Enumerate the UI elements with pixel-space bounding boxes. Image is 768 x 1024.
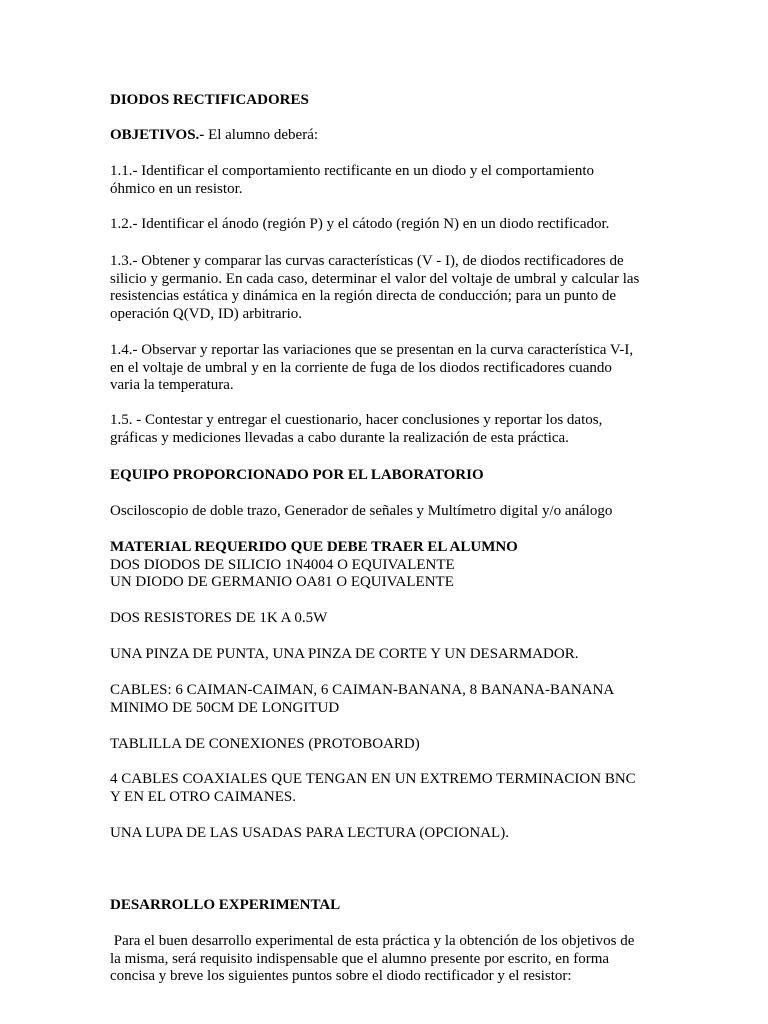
material-item: DOS RESISTORES DE 1K A 0.5W — [110, 610, 328, 626]
objective-1-5 — [110, 412, 670, 447]
objective-line: gráficas y mediciones llevadas a cabo durante la realización de esta práctica. — [110, 429, 569, 446]
equipment-heading-text: EQUIPO PROPORCIONADO POR EL LABORATORIO — [110, 467, 484, 483]
material-item: MINIMO DE 50CM DE LONGITUD — [110, 699, 340, 716]
objective-line: 1.5. - Contestar y entregar el cuestionario, hacer conclusiones y reportar los datos, — [110, 412, 603, 428]
material-coax — [110, 771, 670, 806]
objective-line: 1.1.- Identificar el comportamiento rectificante en un diodo y el comportamiento — [110, 163, 594, 179]
objective-line: resistencias estática y dinámica en la región directa de conducción; para un punto de — [110, 288, 617, 304]
objective-1-3 — [110, 253, 670, 323]
material-item: UNA PINZA DE PUNTA, UNA PINZA DE CORTE Y UN DESARMADOR. — [110, 646, 579, 662]
equipment-line: Osciloscopio de doble trazo, Generador de señales y Multímetro digital y/o análogo — [110, 503, 613, 519]
material-protoboard — [110, 736, 670, 754]
material-item: UNA LUPA DE LAS USADAS PARA LECTURA (OPCIONAL). — [110, 825, 509, 841]
objective-line: silicio y germanio. En cada caso, determinar el valor del voltaje de umbral y calcular las — [110, 270, 640, 287]
objective-line: varia la temperatura. — [110, 377, 234, 393]
development-heading — [110, 897, 670, 915]
development-line: Para el buen desarrollo experimental de esta práctica y la obtención de los objetivos de — [110, 933, 635, 949]
document-title — [110, 92, 670, 110]
objective-line: 1.4.- Observar y reportar las variaciones que se presentan en la curva característica V-I, — [110, 342, 634, 358]
material-lupa — [110, 825, 670, 843]
objective-line: 1.2.- Identificar el ánodo (región P) y el cátodo (región N) en un diodo rectificador. — [110, 216, 610, 232]
material-item: Y EN EL OTRO CAIMANES. — [110, 788, 296, 805]
material-item: DOS DIODOS DE SILICIO 1N4004 O EQUIVALENTE — [110, 556, 455, 573]
development-line: concisa y breve los siguientes puntos sobre el diodo rectificador y el resistor: — [110, 968, 572, 984]
objective-line: operación Q(VD, ID) arbitrario. — [110, 305, 303, 322]
material-item: 4 CABLES COAXIALES QUE TENGAN EN UN EXTREMO TERMINACION BNC — [110, 771, 636, 787]
material-cables — [110, 682, 670, 717]
material-heading: MATERIAL REQUERIDO QUE DEBE TRAER EL ALUMNO — [110, 539, 518, 555]
objective-line: óhmico en un resistor. — [110, 180, 243, 197]
material-item: TABLILLA DE CONEXIONES (PROTOBOARD) — [110, 736, 420, 752]
material-block — [110, 539, 670, 592]
objectives-text: El alumno deberá: — [204, 127, 319, 143]
objectives-paragraph — [110, 127, 670, 145]
objective-line: en el voltaje de umbral y en la corriente de fuga de los diodos rectificadores cuando — [110, 359, 612, 376]
equipment-heading — [110, 467, 670, 485]
material-item: UN DIODO DE GERMANIO OA81 O EQUIVALENTE — [110, 574, 454, 590]
objectives-label: OBJETIVOS.- — [110, 127, 205, 143]
equipment-text — [110, 503, 670, 521]
objective-line: 1.3.- Obtener y comparar las curvas características (V - I), de diodos rectificadores de — [110, 253, 624, 269]
development-paragraph — [110, 933, 670, 986]
material-item: CABLES: 6 CAIMAN-CAIMAN, 6 CAIMAN-BANANA, 8 BANANA-BANANA — [110, 682, 615, 698]
material-resistors — [110, 610, 670, 628]
objective-1-2 — [110, 216, 670, 234]
objective-1-1 — [110, 163, 670, 198]
development-line: la misma, será requisito indispensable que el alumno presente por escrito, en forma — [110, 950, 610, 967]
material-pliers — [110, 646, 670, 664]
development-heading-text: DESARROLLO EXPERIMENTAL — [110, 897, 341, 913]
objective-1-4 — [110, 342, 670, 395]
title-text: DIODOS RECTIFICADORES — [110, 92, 309, 108]
